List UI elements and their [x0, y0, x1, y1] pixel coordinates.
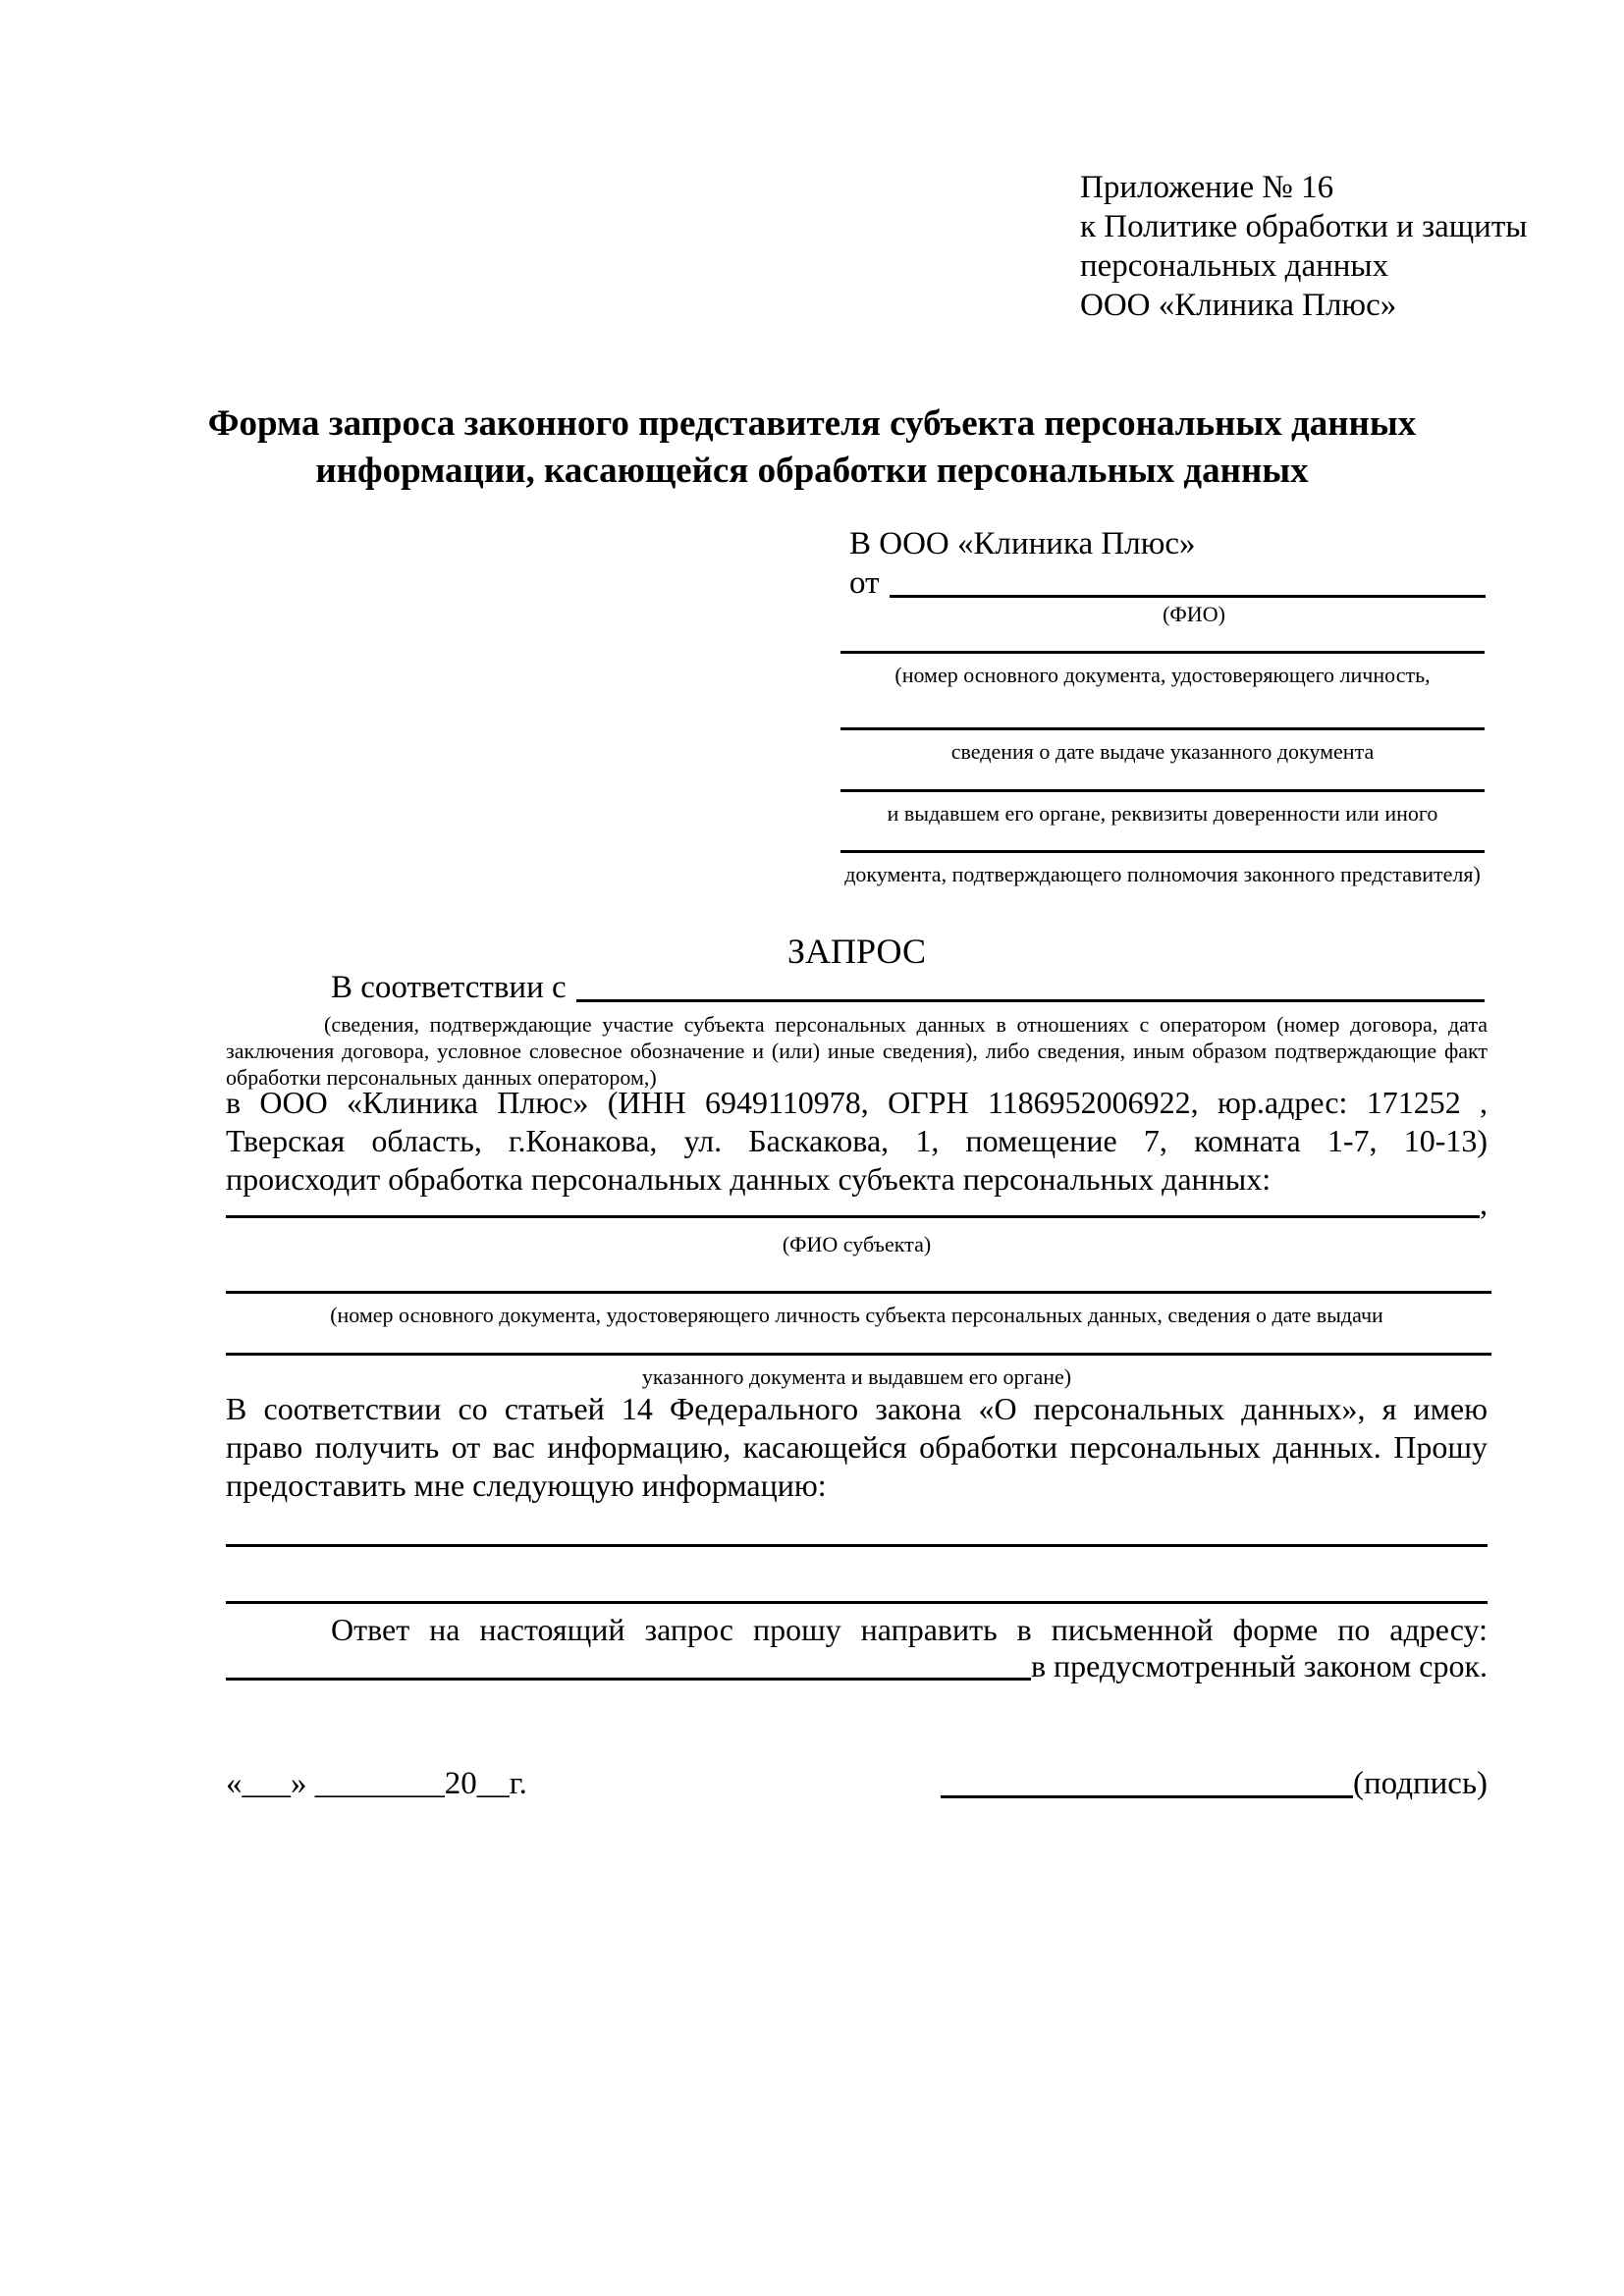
intro-row — [331, 968, 1485, 1007]
intro-caption-line-1: (сведения, подтверждающие участие субъекта персональных данных в отношениях с оператором (номер договора, дата — [324, 1012, 1488, 1037]
signature-caption: (подпись) — [1353, 1766, 1488, 1801]
appendix-header-line: к Политике обработки и защиты — [1080, 209, 1528, 244]
fio-subject-comma: , — [1480, 1186, 1488, 1221]
date-blank: «___» ________20__г. — [226, 1766, 527, 1801]
operator-paragraph-line-2: Тверская область, г.Конакова, ул. Баскакова, 1, помещение 7, комната 1-7, 10-13) — [226, 1123, 1488, 1158]
document-title-line-1: Форма запроса законного представителя субъекта персональных данных — [207, 403, 1417, 444]
addressee-org: В ООО «Клиника Плюс» — [849, 526, 1196, 561]
from-row — [849, 563, 1486, 603]
fio-subject-caption: (ФИО субъекта) — [782, 1232, 932, 1256]
request-heading: ЗАПРОС — [787, 932, 926, 971]
operator-paragraph-line-3: происходит обработка персональных данных субъекта персональных данных: — [226, 1161, 1272, 1197]
reply-tail: в предусмотренный законом срок. — [1030, 1648, 1488, 1683]
law-paragraph-line-2: право получить от вас информацию, касающейся обработки персональных данных. Прошу — [226, 1429, 1488, 1465]
appendix-header-line: ООО «Клиника Плюс» — [1080, 288, 1397, 323]
signature-blank-line — [941, 1795, 1353, 1798]
appendix-header — [1080, 168, 1542, 325]
address-blank-line — [226, 1678, 1031, 1681]
document-title-line-2: информации, касающейся обработки персональных данных — [315, 451, 1309, 491]
doc-blank-line-1 — [840, 619, 1485, 654]
footer-row — [226, 1762, 1488, 1803]
doc-blank-line-4 — [840, 819, 1485, 853]
doc-caption-2: сведения о дате выдаче указанного документа — [950, 739, 1375, 764]
info-blank-line-1 — [226, 1513, 1488, 1547]
fio-caption: (ФИО) — [1163, 602, 1225, 626]
intro-blank-line — [576, 999, 1485, 1002]
law-paragraph-line-1: В соответствии со статьей 14 Федерального закона «О персональных данных», я имею — [226, 1391, 1488, 1426]
law-paragraph-line-3: предоставить мне следующую информацию: — [226, 1468, 827, 1503]
info-blank-line-2 — [226, 1570, 1488, 1604]
subject-doc-caption-2: указанного документа и выдавшем его органе) — [641, 1364, 1072, 1389]
fio-subject-blank-line — [226, 1215, 1480, 1218]
intro-caption-line-3: обработки персональных данных оператором,) — [226, 1065, 657, 1090]
doc-caption-1: (номер основного документа, удостоверяющего личность, — [894, 663, 1431, 687]
from-blank-line — [890, 595, 1487, 598]
intro-caption-line-2: заключения договора, условное словесное обозначение и (или) иные сведения), либо сведения, иным образом подтверждающие факт — [226, 1039, 1488, 1063]
operator-paragraph-line-1: в ООО «Клиника Плюс» (ИНН 6949110978, ОГРН 1186952006922, юр.адрес: 171252 , — [226, 1085, 1488, 1120]
appendix-header-line: Приложение № 16 — [1080, 170, 1334, 205]
fio-subject-row — [226, 1188, 1488, 1223]
reply-address-row — [226, 1647, 1488, 1685]
doc-caption-3: и выдавшем его органе, реквизиты доверенности или иного — [887, 801, 1438, 826]
from-label: от — [849, 565, 880, 601]
appendix-header-line: персональных данных — [1080, 248, 1389, 284]
subject-doc-caption-1: (номер основного документа, удостоверяющего личность субъекта персональных данных, сведения о дате выдачи — [330, 1303, 1383, 1327]
reply-line: Ответ на настоящий запрос прошу направить в письменной форме по адресу: — [331, 1612, 1488, 1647]
intro-label: В соответствии с — [331, 970, 567, 1005]
doc-blank-line-3 — [840, 758, 1485, 792]
doc-caption-4: документа, подтверждающего полномочия законного представителя) — [844, 862, 1481, 886]
doc-blank-line-2 — [840, 696, 1485, 730]
subject-doc-blank-line-2 — [226, 1321, 1491, 1356]
subject-doc-blank-line-1 — [226, 1259, 1491, 1294]
